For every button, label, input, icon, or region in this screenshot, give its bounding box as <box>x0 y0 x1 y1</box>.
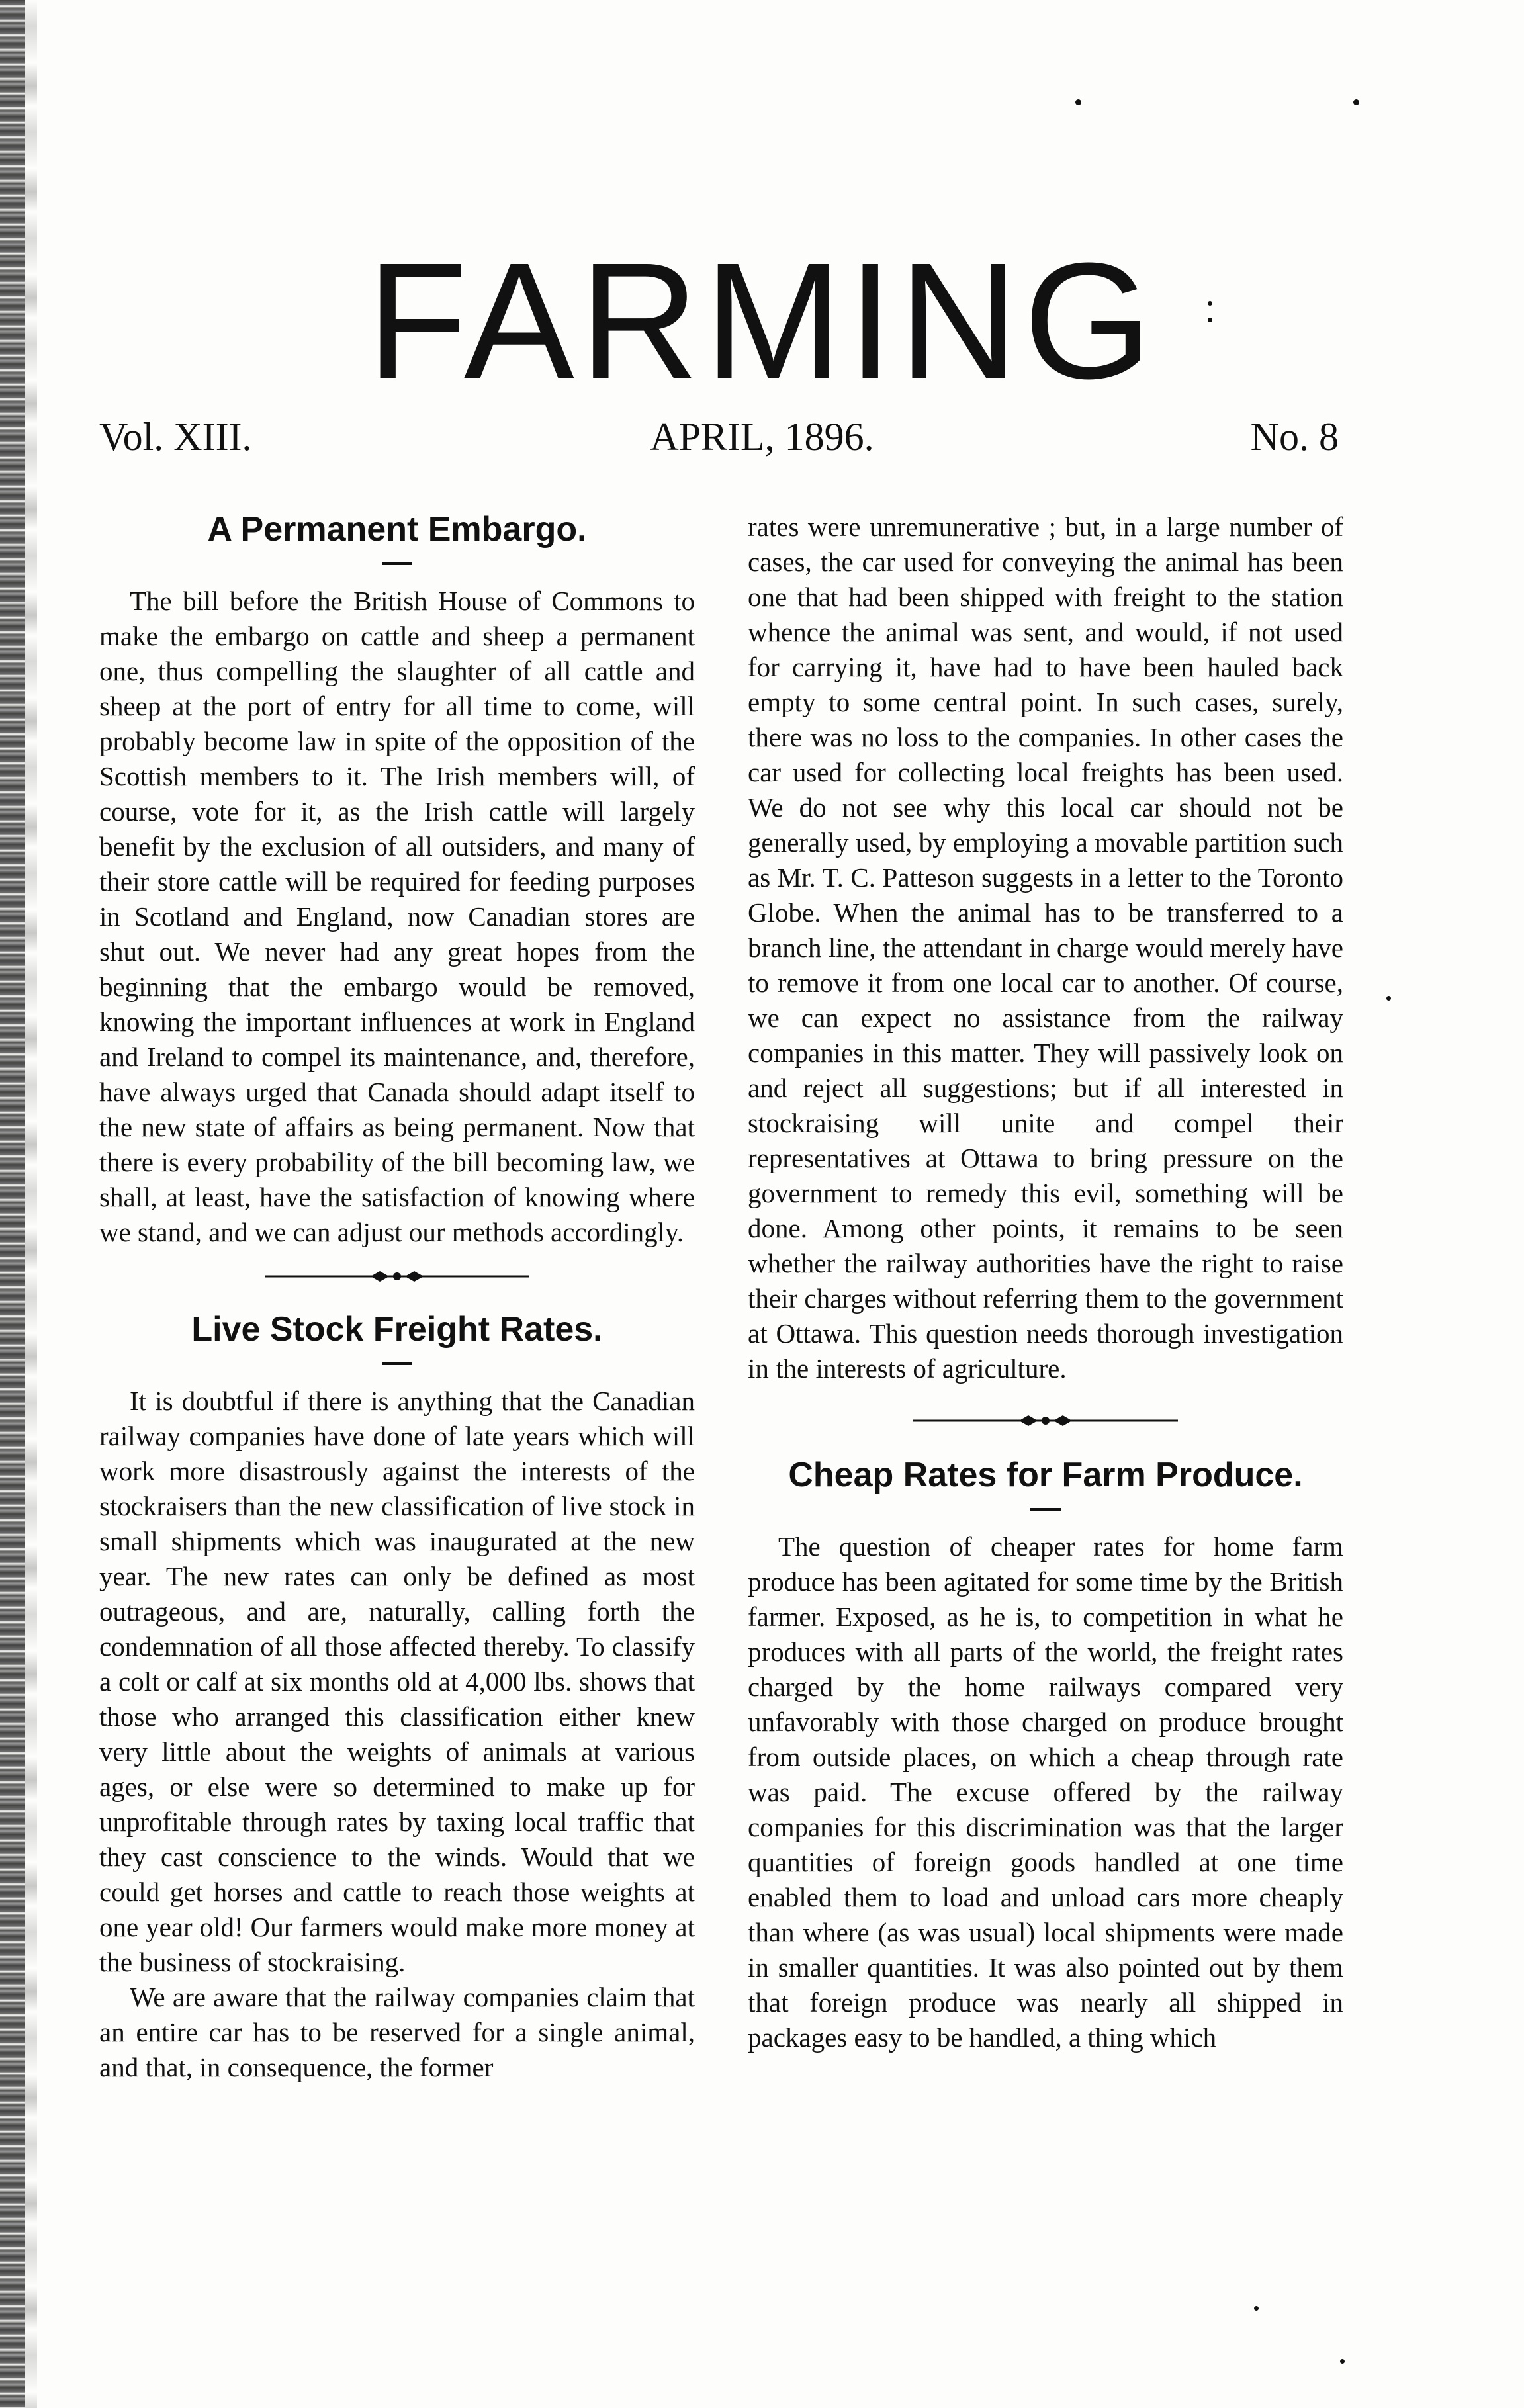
right-column <box>748 510 1343 2055</box>
ink-speck <box>1386 996 1391 1001</box>
article-title: A Permanent Embargo. <box>207 510 587 549</box>
issue-number: No. 8 <box>1250 415 1339 459</box>
ink-speck <box>1254 2306 1259 2311</box>
section-divider-ornament <box>913 1413 1178 1429</box>
article-paragraph-continued: rates were unremunerative ; but, in a large number of cases, the car used for conveying the animal has been one that had been shipped with freight to the station whence the animal was sent, and would, if not used for carrying it, have had to have been hauled back empty to some central point. In such cases, surely, there was no loss to the companies. In other cases the car used for collecting local freights has been used. We do not see why this local car should not be generally used, by employing a movable partition such as Mr. T. C. Patteson suggests in a letter to the Toronto Globe. When the animal has to be transferred to a branch line, the attendant in charge would merely have to remove it from one local car to another. Of course, we can expect no assistance from the railway companies in this matter. They will passively look on and reject all suggestions; but if all interested in stockraising will unite and compel their representatives at Ottawa to bring pressure on the government to remedy this evil, something will be done. Among other points, it remains to be seen whether the railway authorities have the right to raise their charges without referring them to the government at Ottawa. This question needs thorough investigation in the interests of agriculture. <box>748 512 1343 1384</box>
article-live-stock-freight-rates <box>99 1310 695 2085</box>
section-divider-ornament <box>265 1269 529 1284</box>
masthead-title: FARMING <box>367 228 1157 413</box>
ink-speck <box>1075 99 1081 105</box>
article-cheap-rates-farm-produce <box>748 1455 1343 2055</box>
article-permanent-embargo <box>99 510 695 1250</box>
article-title: Cheap Rates for Farm Produce. <box>788 1456 1303 1494</box>
ink-speck <box>1353 99 1359 105</box>
title-rule <box>1030 1508 1061 1511</box>
article-title: Live Stock Freight Rates. <box>191 1310 603 1349</box>
article-paragraph: The question of cheaper rates for home farm produce has been agitated for some time by the British farmer. Exposed, as he is, to competition in what he produces with all parts of the world, the freight rates charged by the home railways compared very unfavorably with those charged on produce brought from outside places, on which a cheap through rate was paid. The excuse offered by the railway companies for this discrimination was that the larger quantities of foreign goods handled at one time enabled them to load and unload cars more cheaply than where (as was usual) local shipments were made in smaller quantities. It was also pointed out by them that foreign produce was nearly all shipped in packages easy to be handled, a thing which <box>748 1531 1343 2053</box>
ink-speck <box>1340 2359 1345 2364</box>
volume-label: Vol. XIII. <box>99 415 252 459</box>
article-paragraph: We are aware that the railway companies claim that an entire car has to be reserved for a single animal, and that, in consequence, the former <box>99 1982 695 2082</box>
title-rule <box>382 562 412 565</box>
article-paragraph: It is doubtful if there is anything that the Canadian railway companies have done of late years which will work more disastrously against the interests of the stockraisers than the new classification of live stock in small shipments which was inaugurated at the new year. The new rates can only be defined as most outrageous, and are, naturally, calling forth the condemnation of all those affected thereby. To classify a colt or calf at six months old at 4,000 lbs. shows that those who arranged this classification either knew very little about the weights of animals at various ages, or else were so determined to make up for unprofitable through rates by taxing local traffic that they cast conscience to the winds. Would that we could get horses and cattle to reach those weights at one year old! Our farmers would make more money at the business of stockraising. <box>99 1386 695 1977</box>
left-column <box>99 510 695 2085</box>
article-paragraph: The bill before the British House of Commons to make the embargo on cattle and sheep a permanent one, thus compelling the slaughter of all cattle and sheep at the port of entry for all time to come, will probably become law in spite of the opposition of the Scottish members to it. The Irish members will, of course, vote for it, as the Irish cattle will largely benefit by the exclusion of all outsiders, and many of their store cattle will be required for feeding purposes in Scotland and England, now Canadian stores are shut out. We never had any great hopes from the beginning that the embargo would be removed, knowing the important influences at work in England and Ireland to compel its maintenance, and, therefore, have always urged that Canada should adapt itself to the new state of affairs as being permanent. Now that there is every probability of the bill becoming law, we shall, at least, have the satisfaction of knowing where we stand, and we can adjust our methods accordingly. <box>99 586 695 1247</box>
issue-date: APRIL, 1896. <box>650 415 874 459</box>
title-rule <box>382 1362 412 1365</box>
